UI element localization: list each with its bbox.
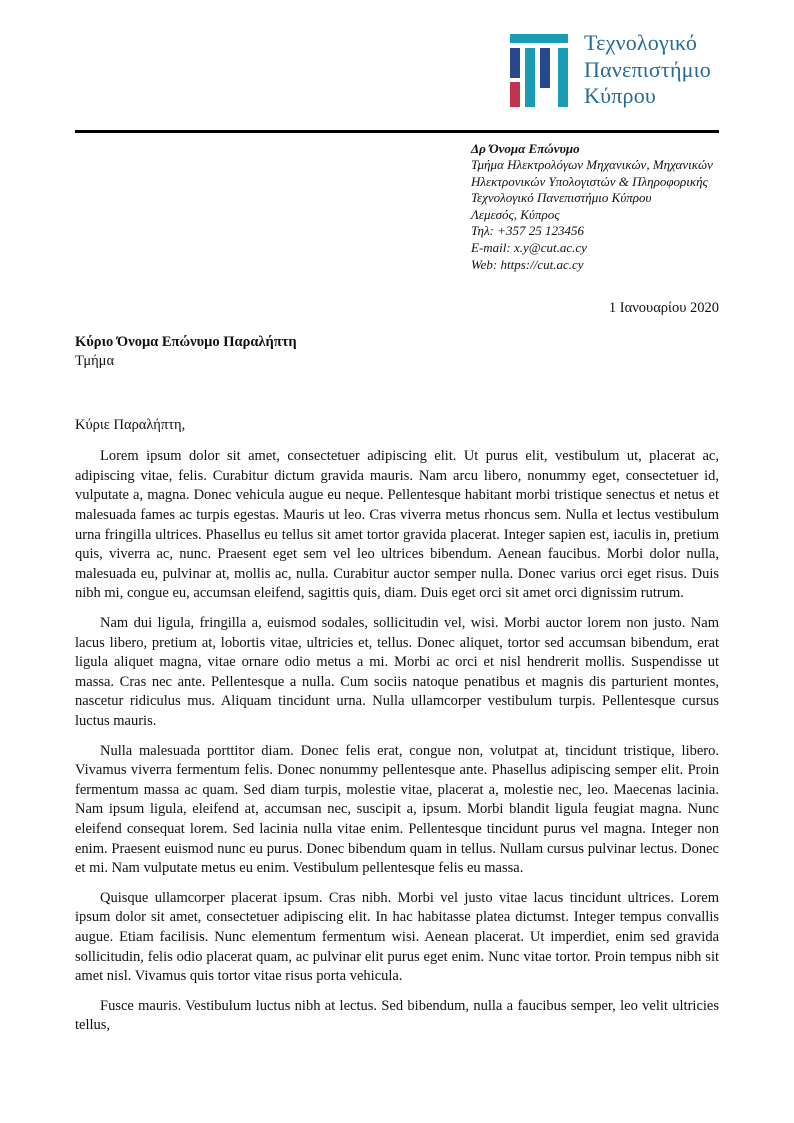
- sender-name: Δρ Όνομα Επώνυμο: [471, 140, 580, 156]
- body-paragraph-5: Fusce mauris. Vestibulum luctus nibh at lectus. Sed bibendum, nulla a faucibus semper, leo velit ultricies tellus,: [75, 997, 719, 1034]
- sender-department-line: Ηλεκτρονικών Υπολογιστών & Πληροφορικής: [471, 173, 708, 189]
- recipient-name: Κύριο Όνομα Επώνυμο Παραλήπτη: [75, 334, 297, 351]
- logo-left-navy: [510, 48, 520, 78]
- university-name-line: Κύπρου: [584, 83, 657, 108]
- sender-email-line: E-mail: x.y@cut.ac.cy: [471, 240, 587, 256]
- body-paragraph-2: Nam dui ligula, fringilla a, euismod sodales, sollicitudin vel, wisi. Morbi auctor lorem non justo. Nam lacus libero, pretium at, lobortis vitae, ultricies et, tellus. Donec aliquet, tortor sed accumsan bibendum, erat ligula aliquet magna, vitae ornare odio metus a mi. Morbi ac orci et nisl hendrerit mollis. Suspendisse ut massa. Cras nec ante. Pellentesque a nulla. Cum sociis natoque penatibus et magnis dis parturient montes, nascetur ridiculus mus. Aliquam tincidunt urna. Nulla ullamcorper vestibulum turpis. Pellentesque cursus luctus mauris.: [75, 615, 719, 729]
- university-logo: [510, 30, 711, 110]
- body-paragraph-4: Quisque ullamcorper placerat ipsum. Cras nibh. Morbi vel justo vitae lacus tincidunt ultrices. Lorem ipsum dolor sit amet, consectetuer adipiscing elit. In hac habitasse platea dictumst. Integer tempus convallis augue. Etiam facilisis. Nunc elementum fermentum wisi. Aenean placerat. Ut imperdiet, enim sed gravida sollicitudin, felis odio placerat quam, ac pulvinar elit purus eget enim. Nunc vitae tortor. Proin tempus nibh sit amet nisl. Vivamus quis tortor vitae risus porta vehicula.: [75, 889, 719, 985]
- sender-block: [471, 141, 719, 274]
- university-name: [584, 30, 711, 110]
- sender-university-line: Τεχνολογικό Πανεπιστήμιο Κύπρου: [471, 190, 652, 206]
- body-paragraph-3: Nulla malesuada porttitor diam. Donec felis erat, congue non, volutpat at, tincidunt tristique, libero. Vivamus viverra fermentum felis. Donec nonummy pellentesque ante. Phasellus adipiscing semper elit. Proin fermentum massa ac quam. Sed diam turpis, molestie vitae, placerat a, molestie nec, leo. Maecenas lacinia. Nam ipsum ligula, eleifend at, accumsan nec, suscipit a, ipsum. Morbi blandit ligula feugiat magna. Nunc eleifend consequat lorem. Sed lacinia nulla vitae enim. Pellentesque tincidunt purus vel magna. Integer non enim. Praesent euismod nunc eu purus. Donec bibendum quam in tellus. Nullam cursus pulvinar lectus. Donec et mi. Nam vulputate metus eu enim. Vestibulum pellentesque felis eu massa.: [75, 742, 719, 877]
- letterhead: [75, 30, 719, 110]
- sender-phone-line: Τηλ: +357 25 123456: [471, 223, 584, 239]
- body-paragraph-1: Lorem ipsum dolor sit amet, consectetuer adipiscing elit. Ut purus elit, vestibulum ut, placerat ac, adipiscing vitae, felis. Curabitur dictum gravida mauris. Nam arcu libero, nonummy eget, consectetuer id, vulputate a, magna. Donec vehicula augue eu neque. Pellentesque habitant morbi tristique senectus et netus et malesuada fames ac turpis egestas. Mauris ut leo. Cras viverra metus rhoncus sem. Nulla et lectus vestibulum urna fringilla ultrices. Phasellus eu tellus sit amet tortor gravida placerat. Integer sapien est, iaculis in, pretium quis, viverra ac, nunc. Praesent eget sem vel leo ultrices bibendum. Aenean faucibus. Morbi dolor nulla, malesuada eu, pulvinar at, mollis ac, nulla. Curabitur auctor semper nulla. Donec varius orci eget risus. Duis nibh mi, congue eu, accumsan eleifend, sagittis quis, diam. Duis eget orci sit amet orci dignissim rutrum.: [75, 448, 719, 602]
- logo-top-bar: [510, 34, 568, 43]
- sender-city-line: Λεμεσός, Κύπρος: [471, 206, 560, 222]
- recipient-department: Τμήμα: [75, 353, 115, 370]
- sender-web-line: Web: https://cut.ac.cy: [471, 256, 584, 272]
- logo-mid-teal: [525, 48, 535, 107]
- date-line: 1 Ιανουαρίου 2020: [608, 300, 719, 317]
- university-name-line: Τεχνολογικό: [584, 30, 698, 55]
- university-logo-icon: [510, 34, 568, 108]
- university-name-line: Πανεπιστήμιο: [584, 56, 711, 82]
- logo-left-red: [510, 82, 520, 107]
- header-rule: [75, 130, 719, 133]
- recipient-block: [75, 333, 719, 371]
- logo-right-teal: [558, 48, 568, 107]
- logo-mid-navy: [540, 48, 550, 88]
- sender-department-line: Τμήμα Ηλεκτρολόγων Μηχανικών, Μηχανικών: [471, 157, 713, 173]
- salutation: Κύριε Παραλήπτη,: [75, 417, 186, 434]
